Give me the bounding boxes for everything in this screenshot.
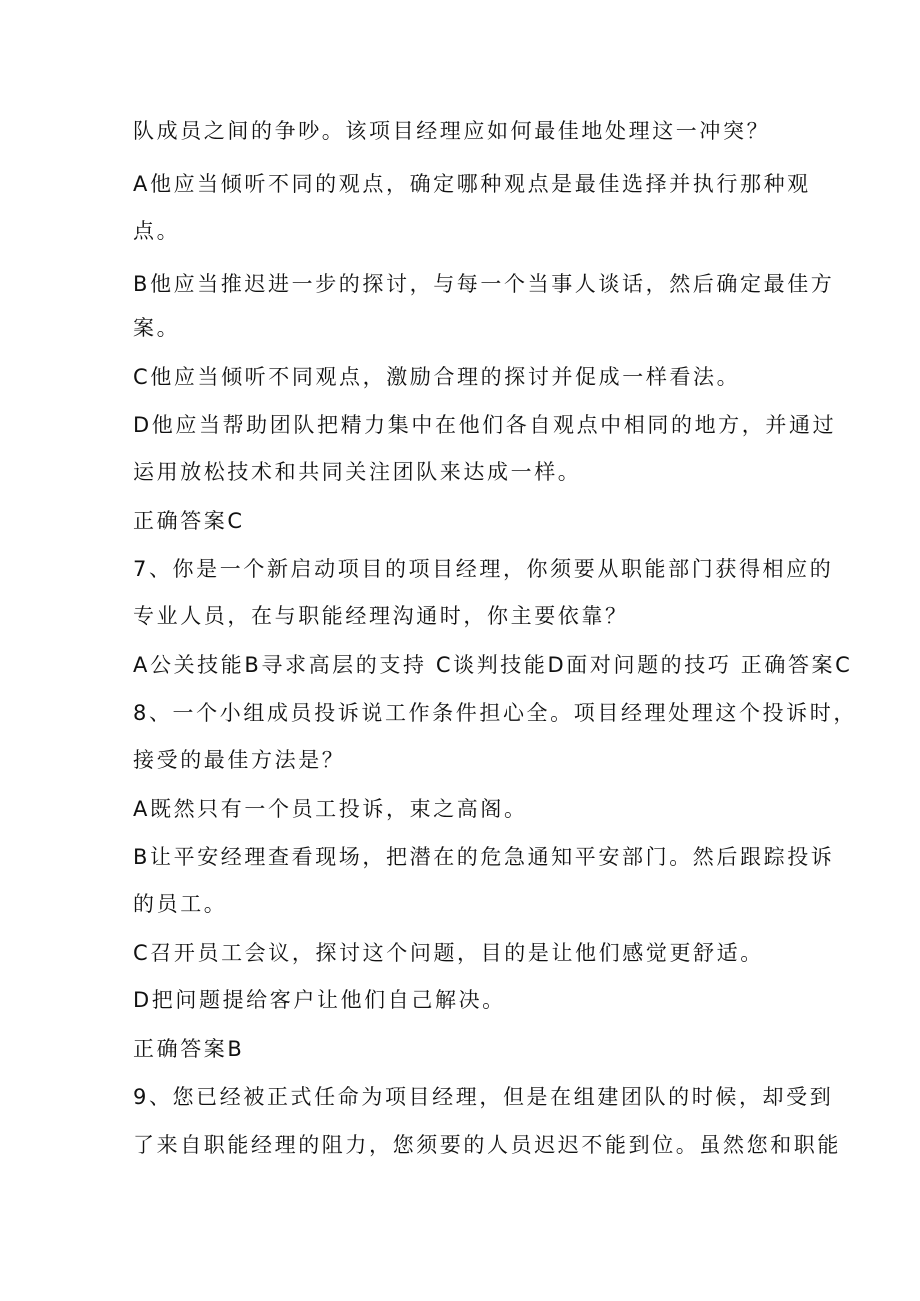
option-d-line: D把问题提给客户让他们自己解决。	[133, 988, 506, 1012]
answer-line: 正确答案C	[133, 509, 245, 533]
question-9-line: 9、您已经被正式任命为项目经理，但是在组建团队的时候，却受到	[133, 1085, 834, 1109]
option-b-line: B他应当推迟进一步的探讨，与每一个当事人谈话，然后确定最佳方	[133, 272, 835, 296]
question-8-continuation: 接受的最佳方法是？	[133, 748, 346, 772]
option-b-continuation: 案。	[133, 316, 181, 340]
option-d-continuation: 运用放松技术和共同关注团队来达成一样。	[133, 460, 582, 484]
option-a-line: A他应当倾听不同的观点，确定哪种观点是最佳选择并执行那种观	[133, 172, 811, 196]
option-b-continuation: 的员工。	[133, 892, 228, 916]
option-c-line: C他应当倾听不同观点，激励合理的探讨并促成一样看法。	[133, 365, 741, 389]
option-b-line: B让平安经理查看现场，把潜在的危急通知平安部门。然后跟踪投诉	[133, 845, 835, 869]
question-8-line: 8、一个小组成员投诉说工作条件担心全。项目经理处理这个投诉时，	[133, 701, 857, 725]
question-7-line: 7、你是一个新启动项目的项目经理，你须要从职能部门获得相应的	[133, 557, 834, 581]
answer-line: 正确答案B	[133, 1037, 245, 1061]
option-a-line: A既然只有一个员工投诉，束之高阁。	[133, 797, 528, 821]
question-7-options: A公关技能B寻求高层的支持 C谈判技能D面对问题的技巧 正确答案C	[133, 653, 853, 677]
text-line: 队成员之间的争吵。该项目经理应如何最佳地处理这一冲突？	[133, 119, 771, 143]
question-7-continuation: 专业人员，在与职能经理沟通时，你主要依靠？	[133, 604, 629, 628]
option-c-line: C召开员工会议，探讨这个问题，目的是让他们感觉更舒适。	[133, 941, 764, 965]
option-d-line: D他应当帮助团队把精力集中在他们各自观点中相同的地方，并通过	[133, 413, 837, 437]
option-a-continuation: 点。	[133, 219, 181, 243]
question-9-continuation: 了来自职能经理的阻力，您须要的人员迟迟不能到位。虽然您和职能	[133, 1133, 841, 1157]
